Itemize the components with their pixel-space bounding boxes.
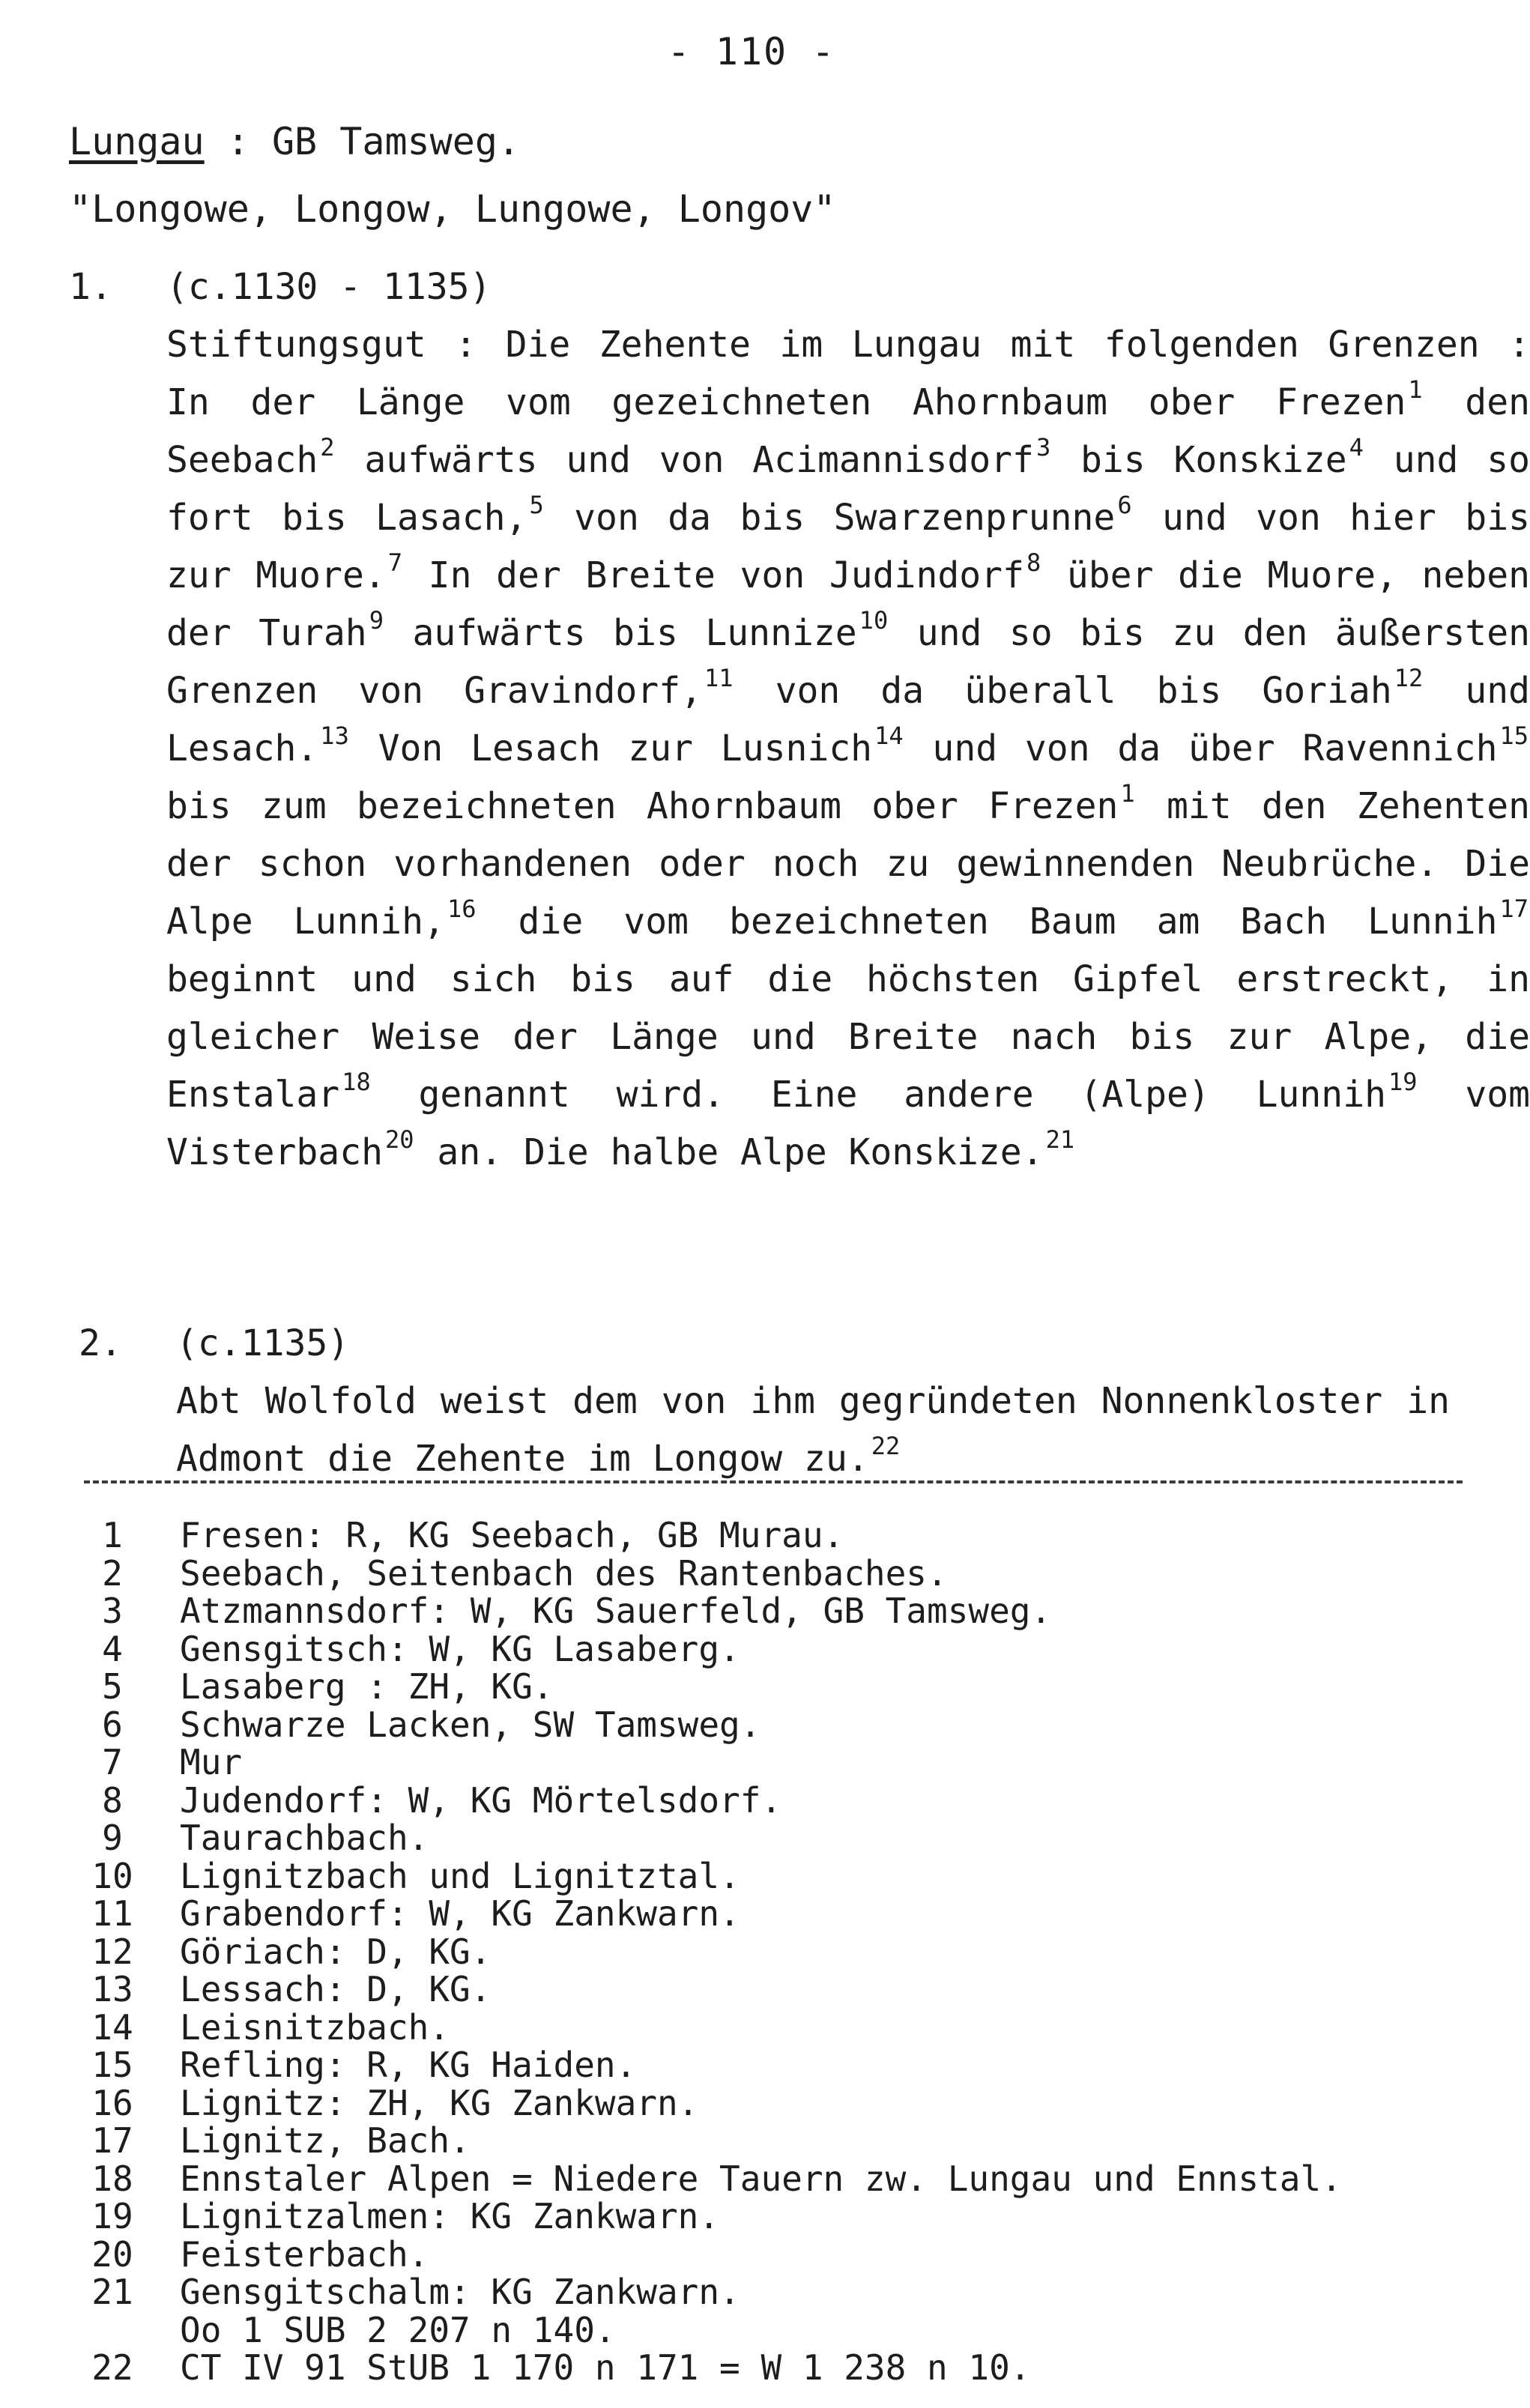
footnote-text: Atzmannsdorf: W, KG Sauerfeld, GB Tamsweg.	[180, 1591, 1052, 1631]
footnote-number: 14	[91, 2006, 133, 2048]
entry-text: und von da über Ravennich	[904, 727, 1498, 769]
footnote-text: Feisterbach.	[180, 2233, 429, 2275]
footnote-text: Grabendorf: W, KG Zankwarn.	[180, 1893, 740, 1934]
footnote-marker: 5	[529, 491, 544, 519]
footnote-marker: 12	[1394, 664, 1424, 692]
entry-text: die vom bezeichneten Baum am Bach Lunnih	[477, 901, 1498, 943]
entry-text: den Seebach	[166, 381, 1530, 481]
footnote-number: 2	[102, 1552, 123, 1594]
footnote-row	[82, 2347, 1491, 2386]
entry-number: 1.	[69, 266, 112, 308]
footnote-text: Lasaberg : ZH, KG.	[180, 1666, 554, 1707]
footnote-row	[82, 1742, 1491, 1780]
entry-body	[166, 316, 1530, 1182]
footnote-row	[82, 1552, 1491, 1594]
heading-place: Lungau	[69, 120, 205, 163]
footnote-marker: 16	[447, 895, 477, 923]
footnote-row	[82, 1893, 1491, 1934]
entry-text: beginnt und sich bis auf die höchsten Gipfel erstreckt, in gleicher Weise der Länge und Breite nach bis zur Alpe, die Enstalar	[166, 958, 1530, 1116]
footnote-row	[82, 1704, 1491, 1743]
entry-text: von da bis Swarzenprunne	[545, 497, 1116, 539]
footnote-marker: 18	[342, 1068, 371, 1096]
footnote-marker: 10	[859, 606, 889, 635]
footnote-text: Taurachbach.	[180, 1818, 429, 1858]
footnote-row	[82, 2159, 1491, 2197]
footnote-marker: 1	[1120, 779, 1135, 808]
footnote-number: 6	[102, 1704, 123, 1745]
footnote-number: 1	[102, 1515, 123, 1555]
footnote-marker: 19	[1388, 1068, 1418, 1096]
footnote-marker: 8	[1026, 548, 1041, 577]
entry-text: über die Muore, neben der Turah	[166, 554, 1530, 654]
entry-text: mit den Zehenten der schon vorhandenen oder noch zu gewinnenden Neubrüche. Die Alpe Lunnih,	[166, 785, 1530, 943]
footnote-row	[82, 1515, 1491, 1553]
footnote-row	[82, 2233, 1491, 2275]
entry-text: bis Konskize	[1052, 439, 1347, 481]
footnote-row	[82, 1856, 1491, 1894]
footnote-divider	[84, 1480, 1463, 1483]
name-variants: "Longowe, Longow, Lungowe, Longov"	[69, 187, 836, 231]
footnote-number: 9	[102, 1818, 123, 1858]
footnote-text: Oo 1 SUB 2 207 n 140.	[180, 2309, 616, 2350]
footnote-number: 20	[91, 2233, 133, 2275]
footnote-number: 5	[102, 1666, 123, 1707]
footnote-number: 22	[91, 2347, 133, 2388]
footnote-marker: 3	[1035, 433, 1051, 462]
footnote-row	[82, 2120, 1491, 2159]
footnote-marker: 9	[369, 606, 384, 635]
footnote-text: Göriach: D, KG.	[180, 1931, 492, 1972]
footnote-text: Lignitzalmen: KG Zankwarn.	[180, 2196, 720, 2236]
footnote-number: 18	[91, 2158, 133, 2199]
footnote-text: Schwarze Lacken, SW Tamsweg.	[180, 1704, 761, 1745]
entry-body	[176, 1373, 1450, 1488]
footnote-number: 11	[91, 1893, 133, 1934]
heading-separator: :	[204, 120, 272, 163]
footnote-number: 17	[91, 2120, 133, 2161]
footnote-row	[82, 1629, 1491, 1667]
entry-text: vom Visterbach	[166, 1074, 1530, 1173]
footnote-row	[82, 2045, 1491, 2083]
entry-text: und so fort bis Lasach,	[166, 439, 1530, 539]
footnote-marker: 15	[1499, 722, 1529, 750]
footnote-text: Lignitzbach und Lignitztal.	[180, 1855, 740, 1896]
footnote-marker: 21	[1045, 1125, 1075, 1154]
footnote-number: 4	[102, 1628, 123, 1669]
entry-text: Von Lesach zur Lusnich	[350, 727, 873, 769]
footnote-row	[82, 1591, 1491, 1629]
footnote-number: 21	[91, 2272, 133, 2312]
footnote-text: Mur	[180, 1742, 243, 1782]
footnote-text: Ennstaler Alpen = Niedere Tauern zw. Lungau und Ennstal.	[180, 2158, 1342, 2199]
footnote-marker: 13	[320, 722, 349, 750]
entry-text: und von hier bis zur Muore.	[166, 497, 1530, 596]
footnote-marker: 22	[871, 1432, 901, 1460]
footnote-row	[82, 1969, 1491, 2007]
entry-text: von da überall bis Goriah	[734, 670, 1392, 712]
footnote-text: Gensgitschalm: KG Zankwarn.	[180, 2272, 740, 2312]
entry-text: und so bis zu den äußersten Grenzen von Gravindorf,	[166, 612, 1530, 712]
footnote-number: 10	[91, 1855, 133, 1896]
footnote-text: Gensgitsch: W, KG Lasaberg.	[180, 1628, 740, 1669]
footnote-marker: 20	[384, 1125, 414, 1154]
footnote-marker: 17	[1499, 895, 1529, 923]
entry-text: aufwärts bis Lunnize	[384, 612, 857, 654]
footnote-marker: 6	[1117, 491, 1132, 519]
footnote-number: 19	[91, 2196, 133, 2236]
footnote-text: Judendorf: W, KG Mörtelsdorf.	[180, 1779, 782, 1821]
entry-text: bis zum bezeichneten Ahornbaum ober Frezen	[166, 785, 1119, 827]
footnote-marker: 2	[320, 433, 335, 462]
entry-date: (c.1135)	[176, 1322, 350, 1364]
footnote-text: Fresen: R, KG Seebach, GB Murau.	[180, 1515, 844, 1555]
footnote-text: Refling: R, KG Haiden.	[180, 2045, 637, 2085]
footnote-row	[82, 1931, 1491, 1970]
footnote-number: 16	[91, 2082, 133, 2123]
footnote-marker: 14	[874, 722, 904, 750]
entry-date: (c.1130 - 1135)	[166, 266, 492, 308]
footnote-row	[82, 1818, 1491, 1856]
heading-court: GB Tamsweg.	[271, 120, 521, 163]
page-number: - 110 -	[667, 30, 836, 73]
footnote-number: 8	[102, 1779, 123, 1821]
footnote-row	[82, 1779, 1491, 1821]
footnote-marker: 11	[704, 664, 734, 692]
entry-number: 2.	[79, 1322, 122, 1364]
footnote-text: Lignitz: ZH, KG Zankwarn.	[180, 2082, 699, 2123]
footnote-row	[82, 2083, 1491, 2121]
entry-text: an. Die halbe Alpe Konskize.	[415, 1131, 1044, 1173]
footnote-list	[82, 1515, 1491, 2386]
footnote-marker: 7	[387, 548, 403, 577]
footnote-row	[82, 2272, 1491, 2310]
footnote-text: Leisnitzbach.	[180, 2006, 450, 2048]
footnote-text: CT IV 91 StUB 1 170 n 171 = W 1 238 n 10.	[180, 2347, 1031, 2388]
footnote-number: 13	[91, 1969, 133, 2009]
footnote-text: Lessach: D, KG.	[180, 1969, 492, 2009]
footnote-number: 7	[102, 1742, 123, 1782]
footnote-text: Lignitz, Bach.	[180, 2120, 471, 2161]
footnote-number: 12	[91, 1931, 133, 1972]
footnote-text: Seebach, Seitenbach des Rantenbaches.	[180, 1552, 948, 1594]
footnote-row	[82, 2196, 1491, 2234]
entry-text: aufwärts und von Acimannisdorf	[336, 439, 1034, 481]
footnote-number: 3	[102, 1591, 123, 1631]
entry-text: In der Breite von Judindorf	[404, 554, 1024, 596]
footnote-row	[82, 2310, 1491, 2348]
section-heading	[69, 120, 520, 163]
entry-text: genannt wird. Eine andere (Alpe) Lunnih	[372, 1074, 1386, 1116]
footnote-row	[82, 2006, 1491, 2048]
footnote-marker: 1	[1408, 375, 1423, 404]
entry-text: und Lesach.	[166, 670, 1530, 769]
footnote-row	[82, 1666, 1491, 1707]
entry-text: Abt Wolfold weist dem von ihm gegründeten Nonnenkloster in Admont die Zehente im Longow zu.	[176, 1380, 1450, 1480]
footnote-number: 15	[91, 2045, 133, 2085]
footnote-marker: 4	[1349, 433, 1364, 462]
entry-text: Stiftungsgut : Die Zehente im Lungau mit folgenden Grenzen : In der Länge vom gezeichneten Ahornbaum ober Frezen	[166, 324, 1530, 423]
